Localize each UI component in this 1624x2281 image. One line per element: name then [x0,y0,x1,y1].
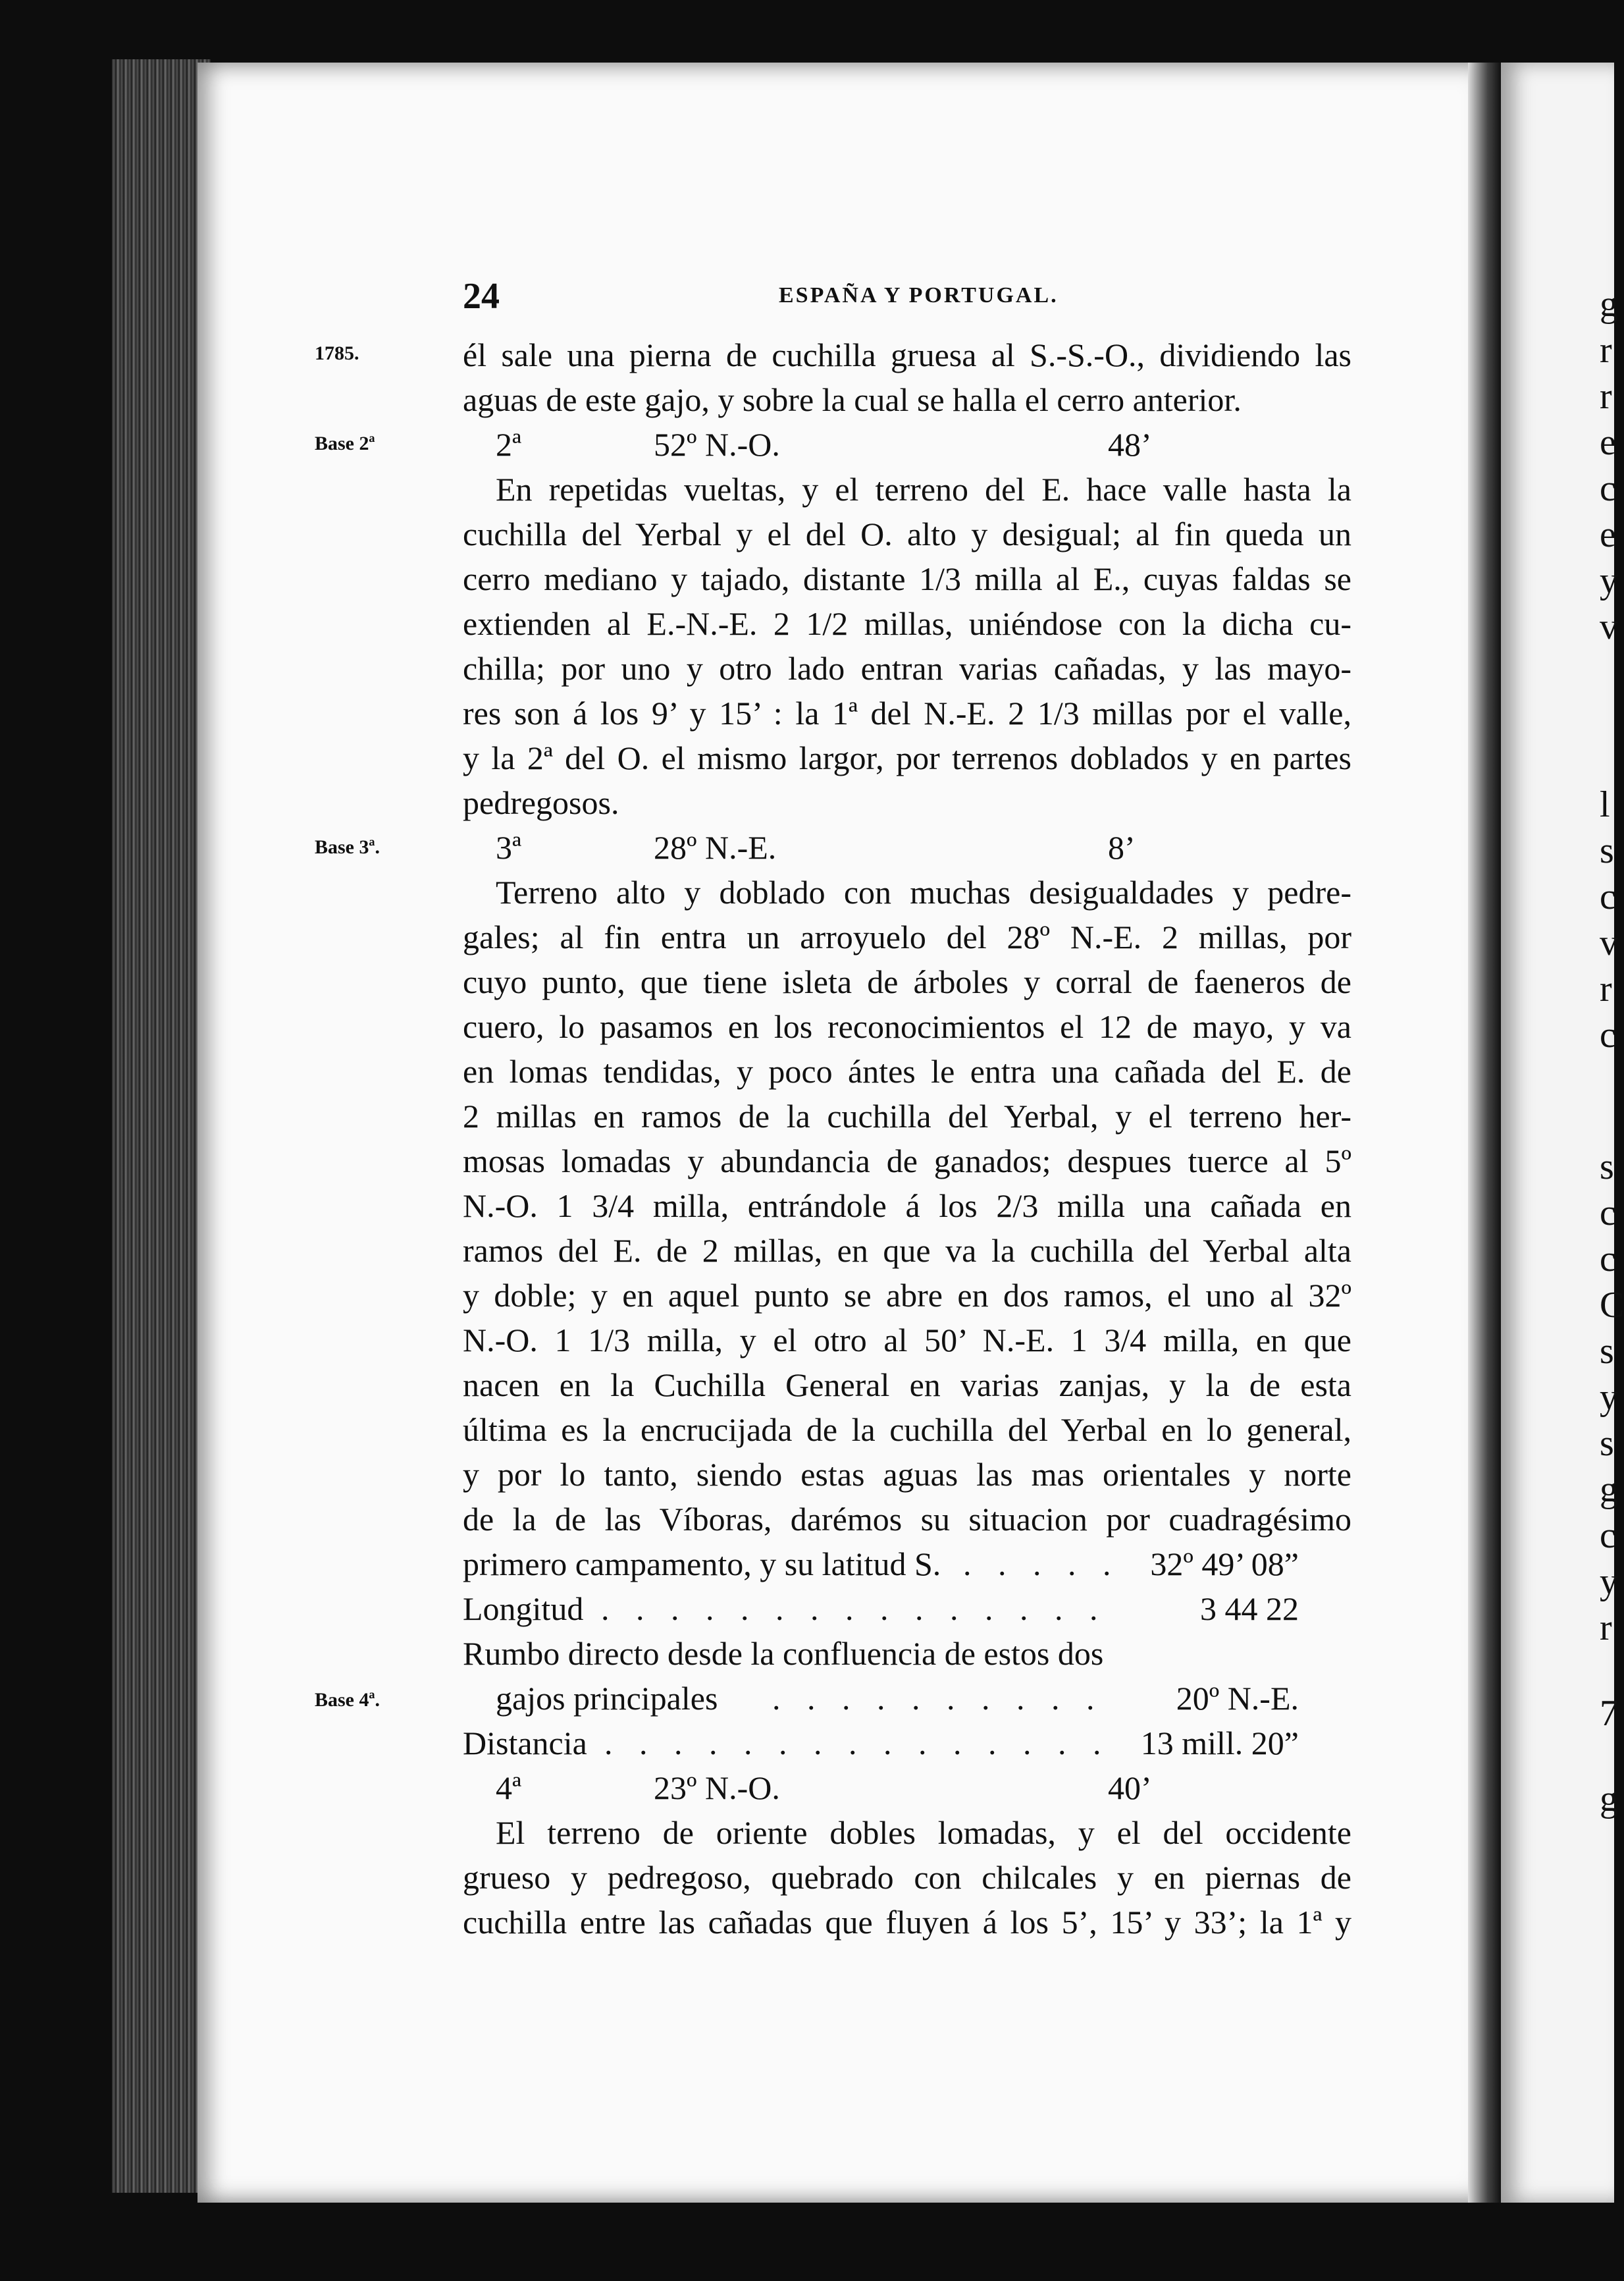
text-line: res son á los 9’ y 15’ : la 1ª del N.-E. 2 1/3 millas por el valle, [463,695,1351,732]
text-line: y por lo tanto, siendo estas aguas las mas orientales y norte [463,1456,1351,1493]
base-bearing: 23º N.-O. [654,1769,780,1806]
running-head: ESPAÑA Y PORTUGAL. [779,283,1059,308]
text-line: gales; al fin entra un arroyuelo del 28º N.-E. 2 millas, por [463,919,1351,955]
text-line: y la 2ª del O. el mismo largor, por terrenos doblados y en partes [463,739,1351,776]
facing-page-fragment: r [1600,969,1612,1009]
facing-page-fragment: e [1600,514,1616,555]
facing-page-fragment: r [1600,330,1612,371]
page-header [463,275,1351,321]
text-line: N.-O. 1 3/4 milla, entrándole á los 2/3 milla una cañada en [463,1187,1351,1224]
stat-label: Longitud [463,1590,584,1627]
leader-dots: . . . . . [963,1545,1120,1582]
facing-page-fragment: r [1600,376,1612,417]
text-line: pedregosos. [463,784,619,821]
base-2-row [463,422,1351,467]
text-line: él sale una pierna de cuchilla gruesa al S.-S.-O., dividiendo las [463,336,1351,373]
facing-page-fragment: v [1600,606,1618,647]
stat-value: 20º N.-E. [1176,1680,1299,1717]
stat-row-heading [463,1676,1351,1721]
facing-page-fragment: s [1600,830,1614,871]
text-line: ramos del E. de 2 millas, en que va la cuchilla del Yerbal alta [463,1232,1351,1269]
stat-value: 32º 49’ 08” [1150,1545,1299,1582]
text-line: En repetidas vueltas, y el terreno del E. hace valle hasta la [496,471,1351,508]
facing-page-fragment: s [1600,1146,1614,1187]
facing-page-fragment: c [1600,1015,1616,1056]
facing-page-fragment: c [1600,1193,1616,1233]
body-text [463,333,1351,1945]
facing-page-fragment: g [1600,1779,1618,1819]
page-edges [112,59,211,2193]
text-line: de la de las Víboras, darémos su situacion por cuadragésimo [463,1501,1351,1538]
text-line: mosas lomadas y abundancia de ganados; despues tuerce al 5º [463,1142,1351,1179]
base-bearing: 52º N.-O. [654,426,780,463]
facing-page-fragment: y [1600,1377,1618,1418]
stat-row-heading-caption [463,1631,1351,1676]
text-line: y doble; y en aquel punto se abre en dos ramos, el uno al 32º [463,1277,1351,1314]
text-line: N.-O. 1 1/3 milla, y el otro al 50’ N.-E. 1 3/4 milla, en que [463,1322,1351,1358]
base-distance: 8’ [1108,829,1136,866]
stat-row-distance [463,1721,1351,1765]
stat-label: primero campamento, y su latitud S. [463,1545,941,1582]
facing-page-fragment: C [1600,1285,1624,1326]
text-line: cuero, lo pasamos en los reconocimientos el 12 de mayo, y va [463,1008,1351,1045]
facing-page-fragment: c [1600,876,1616,917]
leader-dots: . . . . . . . . . . [772,1680,1104,1717]
base-number: 2ª [496,426,521,463]
text-line: aguas de este gajo, y sobre la cual se halla el cerro anterior. [463,381,1242,418]
base-3-row [463,825,1351,870]
text-line: Terreno alto y doblado con muchas desigualdades y pedre- [496,874,1351,911]
facing-page-fragment: y [1600,560,1618,601]
facing-page-fragment: c [1600,1239,1616,1279]
stat-row-latitude [463,1542,1351,1586]
text-line: cerro mediano y tajado, distante 1/3 milla al E., cuyas faldas se [463,560,1351,597]
book-gutter [1468,63,1501,2203]
text-line: cuyo punto, que tiene isleta de árboles y corral de faeneros de [463,963,1351,1000]
text-line: última es la encrucijada de la cuchilla del Yerbal en lo general, [463,1411,1351,1448]
facing-page-fragment: s [1600,1331,1614,1372]
text-line: cuchilla del Yerbal y el del O. alto y desigual; al fin queda un [463,516,1351,552]
base-4-row [463,1765,1351,1810]
facing-page-fragment: 7 [1600,1693,1618,1734]
page-number: 24 [463,276,500,317]
text-line: en lomas tendidas, y poco ántes le entra una cañada del E. de [463,1053,1351,1090]
text-line: nacen en la Cuchilla General en varias zanjas, y la de esta [463,1366,1351,1403]
text-line: 2 millas en ramos de la cuchilla del Yerbal, y el terreno her- [463,1098,1351,1135]
facing-page-fragment: e [1600,422,1616,463]
text-line: extienden al E.-N.-E. 2 1/2 millas, uniéndose con la dicha cu- [463,605,1351,642]
stat-value: 3 44 22 [1200,1590,1299,1627]
facing-page-fragment: l [1600,784,1610,825]
facing-page-fragment: g [1600,284,1618,325]
margin-note-year: 1785. [315,342,359,364]
stat-label: Rumbo directo desde la confluencia de estos dos [463,1635,1104,1672]
facing-page-edge [1501,63,1624,2203]
base-distance: 48’ [1108,426,1152,463]
margin-note-base-4: Base 4ª. [315,1689,380,1711]
text-line: grueso y pedregoso, quebrado con chilcales y en piernas de [463,1859,1351,1896]
base-number: 3ª [496,829,521,866]
facing-page-fragment: v [1600,923,1618,963]
base-bearing: 28º N.-E. [654,829,777,866]
facing-page-fragment: c [1600,1515,1616,1556]
facing-page-fragment: y [1600,1561,1618,1602]
text-line: chilla; por uno y otro lado entran varias cañadas, y las mayo- [463,650,1351,687]
text-line: El terreno de oriente dobles lomadas, y el del occidente [496,1814,1351,1851]
stat-value: 13 mill. 20” [1140,1725,1299,1761]
base-number: 4ª [496,1769,521,1806]
stat-label: gajos principales [496,1680,718,1717]
base-distance: 40’ [1108,1769,1152,1806]
margin-note-base-3: Base 3ª. [315,836,380,858]
facing-page-fragment: r [1600,1607,1612,1648]
stat-label: Distancia [463,1725,587,1761]
leader-dots: . . . . . . . . . . . . . . . [601,1590,1107,1627]
stat-row-longitude [463,1586,1351,1631]
facing-page-fragment: c [1600,468,1616,509]
margin-note-base-2: Base 2ª [315,433,375,454]
facing-page-fragment: g [1600,1469,1618,1510]
text-line: cuchilla entre las cañadas que fluyen á los 5’, 15’ y 33’; la 1ª y [463,1904,1351,1941]
facing-page-fragment: s [1600,1423,1614,1464]
leader-dots: . . . . . . . . . . . . . . . [604,1725,1111,1761]
